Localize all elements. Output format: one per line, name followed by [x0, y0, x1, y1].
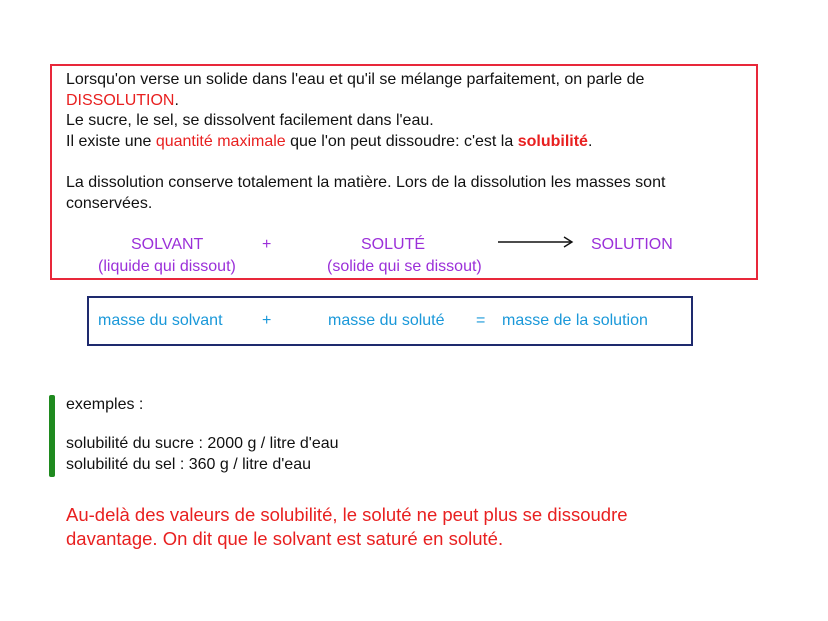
equation-plus: + — [262, 236, 272, 253]
equation-solute: SOLUTÉ — [361, 236, 426, 253]
term-quantite-maximale: quantité maximale — [155, 132, 286, 150]
mass-solvant: masse du solvant — [98, 312, 223, 329]
examples-title: exemples : — [66, 396, 144, 413]
equation-solute-note: (solide qui se dissout) — [327, 258, 482, 275]
equation-solution: SOLUTION — [591, 236, 673, 253]
intro-line-2: Le sucre, le sel, se dissolvent facilement dans l'eau. — [66, 112, 434, 129]
example-sucre: solubilité du sucre : 2000 g / litre d'eau — [66, 435, 339, 452]
term-dissolution: DISSOLUTION — [66, 91, 175, 109]
examples-accent-bar — [49, 395, 55, 477]
intro-line-3-end: . — [587, 132, 593, 150]
term-solubilite: solubilité — [517, 132, 588, 150]
conservation-paragraph: La dissolution conserve totalement la matière. Lors de la dissolution les masses sont conservées. — [66, 174, 666, 212]
intro-line-3-mid: que l'on peut dissoudre: c'est la — [285, 132, 518, 150]
intro-line-3-start: Il existe une — [66, 132, 156, 150]
mass-solution: masse de la solution — [502, 312, 648, 329]
intro-line-1-end: . — [174, 91, 179, 109]
intro-paragraph — [66, 70, 746, 152]
mass-solute: masse du soluté — [328, 312, 445, 329]
example-sel: solubilité du sel : 360 g / litre d'eau — [66, 456, 311, 473]
equation-solvant: SOLVANT — [131, 236, 204, 253]
arrow-right-icon — [496, 234, 576, 250]
equation-solvant-note: (liquide qui dissout) — [98, 258, 236, 275]
saturation-conclusion: Au-delà des valeurs de solubilité, le soluté ne peut plus se dissoudre davantage. On dit que le solvant est saturé en soluté. — [66, 504, 628, 549]
intro-line-1: Lorsqu'on verse un solide dans l'eau et qu'il se mélange parfaitement, on parle de — [66, 71, 645, 88]
mass-equals: = — [476, 312, 486, 329]
mass-plus: + — [262, 312, 272, 329]
